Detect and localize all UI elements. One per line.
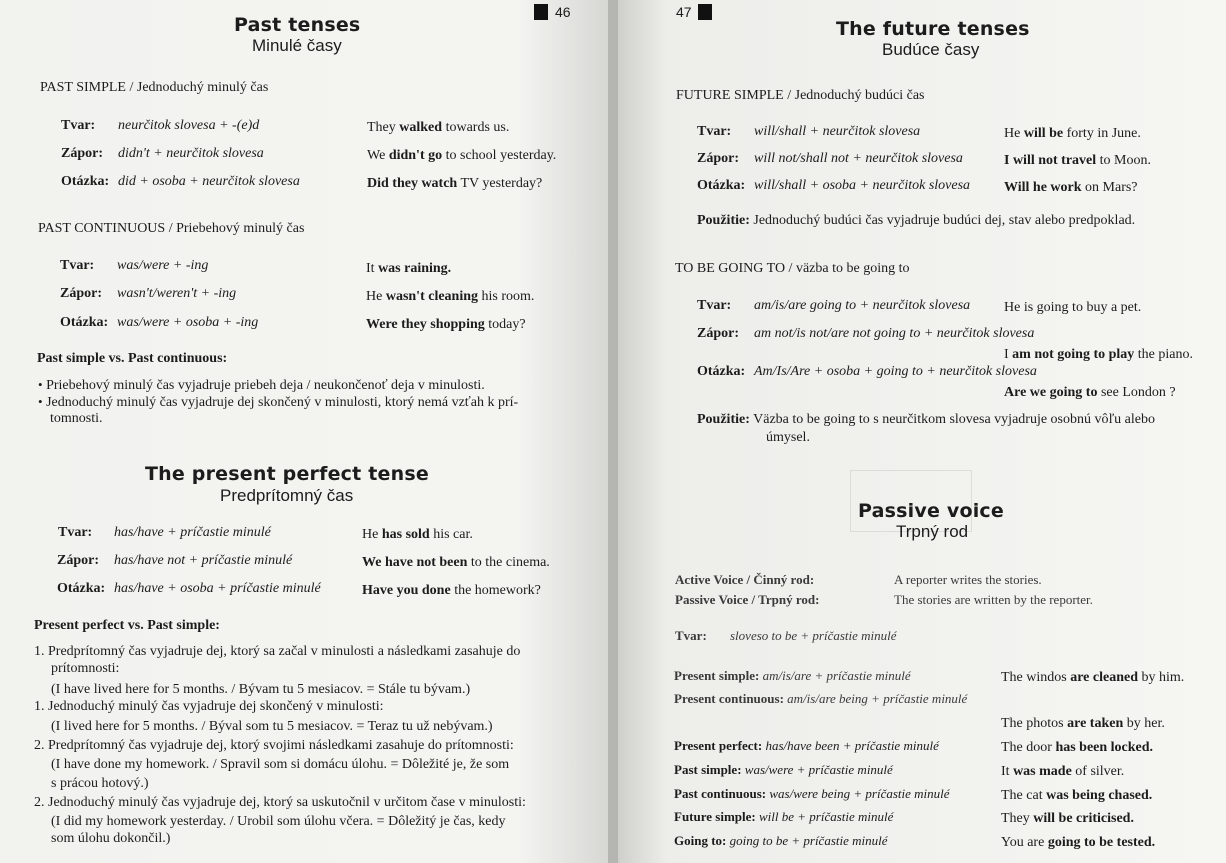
page-marker <box>534 4 548 20</box>
passive-tvar-label: Tvar: <box>675 628 707 643</box>
row-example: Were they shopping today? <box>366 317 526 332</box>
row-example: He wasn't cleaning his room. <box>366 289 535 304</box>
row-label: Tvar: <box>60 258 95 273</box>
perfect-vs-line: (I have done my homework. / Spravil som si domácu úlohu. = Dôležité je, že som <box>51 757 510 772</box>
going-otazka-form: Am/Is/Are + osoba + going to + neurčitok slovesa <box>754 364 1037 379</box>
perfect-vs-line: (I did my homework yesterday. / Urobil som úlohu včera. = Dôležitý je čas, kedy <box>51 814 506 829</box>
left-page <box>0 0 610 863</box>
row-label: Past continuous: was/were being + príčastie minulé <box>674 786 950 801</box>
future-simple-heading: FUTURE SIMPLE / Jednoduchý budúci čas <box>676 88 925 103</box>
going-zapor-label: Zápor: <box>697 326 739 341</box>
row-example: Have you done the homework? <box>362 583 541 598</box>
row-example: He has sold his car. <box>362 527 473 542</box>
active-voice-label: Active Voice / Činný rod: <box>675 572 815 587</box>
row-label: Tvar: <box>58 525 93 540</box>
bullet-icon: • <box>38 394 43 409</box>
perfect-vs-line: 1. Predprítomný čas vyjadruje dej, ktorý sa začal v minulosti a následkami zasahuje do <box>34 644 521 659</box>
usage-label: Použitie: <box>697 213 750 228</box>
row-example: I will not travel to Moon. <box>1004 153 1151 168</box>
going-tvar-form: am/is/are going to + neurčitok slovesa <box>754 298 971 313</box>
past-tenses-subtitle: Minulé časy <box>252 36 342 55</box>
row-label: Zápor: <box>60 286 102 301</box>
going-usage-continuation: úmysel. <box>766 430 810 445</box>
row-label: Otázka: <box>60 315 109 330</box>
row-label: Otázka: <box>57 581 106 596</box>
past-tenses-title: Past tenses <box>234 14 361 36</box>
row-form: has/have + osoba + príčastie minulé <box>114 581 321 596</box>
row-example: They walked towards us. <box>367 120 510 135</box>
row-example: The photos are taken by her. <box>1001 716 1165 731</box>
row-form: did + osoba + neurčitok slovesa <box>118 174 300 189</box>
future-tenses-subtitle: Budúce časy <box>882 40 980 59</box>
perfect-vs-line: 2. Predprítomný čas vyjadruje dej, ktorý svojimi následkami zasahuje do prítomnosti: <box>34 738 514 753</box>
past-vs-heading: Past simple vs. Past continuous: <box>37 351 228 366</box>
row-form: was/were + -ing <box>117 258 209 273</box>
row-label: Present continuous: am/is/are being + príčastie minulé <box>674 691 968 706</box>
row-label: Zápor: <box>57 553 99 568</box>
future-tenses-title: The future tenses <box>836 18 1030 40</box>
active-voice-example: A reporter writes the stories. <box>894 572 1042 587</box>
page-number: 46 <box>555 4 571 20</box>
row-form: neurčitok slovesa + -(e)d <box>118 118 260 133</box>
going-usage: Použitie: Väzba to be going to s neurčitkom slovesa vyjadruje osobnú vôľu alebo <box>697 412 1156 427</box>
row-form: wasn't/weren't + -ing <box>117 286 237 301</box>
row-form: was/were + osoba + -ing <box>117 315 259 330</box>
perfect-vs-line: s prácou hotový.) <box>51 776 149 791</box>
perfect-vs-heading: Present perfect vs. Past simple: <box>34 618 220 633</box>
perfect-vs-line: (I have lived here for 5 months. / Bývam tu 5 mesiacov. = Stále tu bývam.) <box>51 682 471 697</box>
present-perfect-subtitle: Predprítomný čas <box>220 486 354 505</box>
perfect-vs-line: prítomnosti: <box>51 661 120 676</box>
passive-voice-subtitle: Trpný rod <box>896 522 969 541</box>
perfect-vs-line: (I lived here for 5 months. / Býval som tu 5 mesiacov. = Teraz tu už nebývam.) <box>51 719 493 734</box>
row-label: Tvar: <box>61 118 96 133</box>
row-example: They will be criticised. <box>1001 811 1134 826</box>
page-number: 47 <box>676 4 692 20</box>
usage-label: Použitie: <box>697 412 750 427</box>
row-form: has/have + príčastie minulé <box>114 525 271 540</box>
going-tvar-label: Tvar: <box>697 298 732 313</box>
passive-voice-label: Passive Voice / Trpný rod: <box>675 592 820 607</box>
going-zapor-example: I am not going to play the piano. <box>1004 347 1194 362</box>
going-tvar-example: He is going to buy a pet. <box>1004 300 1142 315</box>
going-otazka-example: Are we going to see London ? <box>1004 385 1176 400</box>
bullet-item: • Jednoduchý minulý čas vyjadruje dej skončený v minulosti, ktorý nemá vzťah k prí- <box>38 394 519 410</box>
bullet-item: • Priebehový minulý čas vyjadruje priebeh deja / neukončenoť deja v minulosti. <box>38 377 485 393</box>
row-form: will not/shall not + neurčitok slovesa <box>754 151 963 166</box>
row-label: Zápor: <box>61 146 103 161</box>
row-example: He will be forty in June. <box>1004 126 1141 141</box>
row-example: Will he work on Mars? <box>1004 180 1138 195</box>
row-form: didn't + neurčitok slovesa <box>118 146 264 161</box>
row-label: Future simple: will be + príčastie minulé <box>674 809 894 824</box>
going-otazka-label: Otázka: <box>697 364 746 379</box>
row-label: Present simple: am/is/are + príčastie minulé <box>674 668 911 683</box>
row-example: It was raining. <box>366 261 452 276</box>
going-zapor-form: am not/is not/are not going to + neurčitok slovesa <box>754 326 1035 341</box>
row-example: We didn't go to school yesterday. <box>367 148 557 163</box>
row-label: Present perfect: has/have been + príčastie minulé <box>674 738 939 753</box>
going-to-heading: TO BE GOING TO / väzba to be going to <box>675 261 910 276</box>
bullet-continuation: tomnosti. <box>50 411 103 426</box>
bullet-icon: • <box>38 377 43 392</box>
future-usage: Použitie: Jednoduchý budúci čas vyjadruje budúci dej, stav alebo predpoklad. <box>697 213 1136 228</box>
present-perfect-title: The present perfect tense <box>145 463 429 485</box>
row-form: will/shall + neurčitok slovesa <box>754 124 921 139</box>
page-marker <box>698 4 712 20</box>
passive-voice-example: The stories are written by the reporter. <box>894 592 1093 607</box>
row-form: has/have not + príčastie minulé <box>114 553 293 568</box>
row-example: The windos are cleaned by him. <box>1001 670 1185 685</box>
row-label: Otázka: <box>697 178 746 193</box>
row-label: Going to: going to be + príčastie minulé <box>674 833 888 848</box>
row-example: We have not been to the cinema. <box>362 555 550 570</box>
row-label: Zápor: <box>697 151 739 166</box>
row-example: It was made of silver. <box>1001 764 1125 779</box>
row-example: You are going to be tested. <box>1001 835 1156 850</box>
row-label: Otázka: <box>61 174 110 189</box>
past-continuous-heading: PAST CONTINUOUS / Priebehový minulý čas <box>38 221 305 236</box>
row-label: Past simple: was/were + príčastie minulé <box>674 762 893 777</box>
row-example: Did they watch TV yesterday? <box>367 176 543 191</box>
perfect-vs-line: som úlohu dokončil.) <box>51 831 171 846</box>
row-example: The cat was being chased. <box>1001 788 1153 803</box>
passive-tvar-form: sloveso to be + príčastie minulé <box>730 628 897 643</box>
perfect-vs-line: 2. Jednoduchý minulý čas vyjadruje dej, ktorý sa uskutočnil v určitom čase v minulosti: <box>34 795 526 810</box>
row-form: will/shall + osoba + neurčitok slovesa <box>754 178 971 193</box>
past-simple-heading: PAST SIMPLE / Jednoduchý minulý čas <box>40 80 269 95</box>
perfect-vs-line: 1. Jednoduchý minulý čas vyjadruje dej skončený v minulosti: <box>34 699 384 714</box>
row-example: The door has been locked. <box>1001 740 1154 755</box>
row-label: Tvar: <box>697 124 732 139</box>
right-page <box>618 0 1226 863</box>
passive-voice-title: Passive voice <box>858 500 1004 522</box>
